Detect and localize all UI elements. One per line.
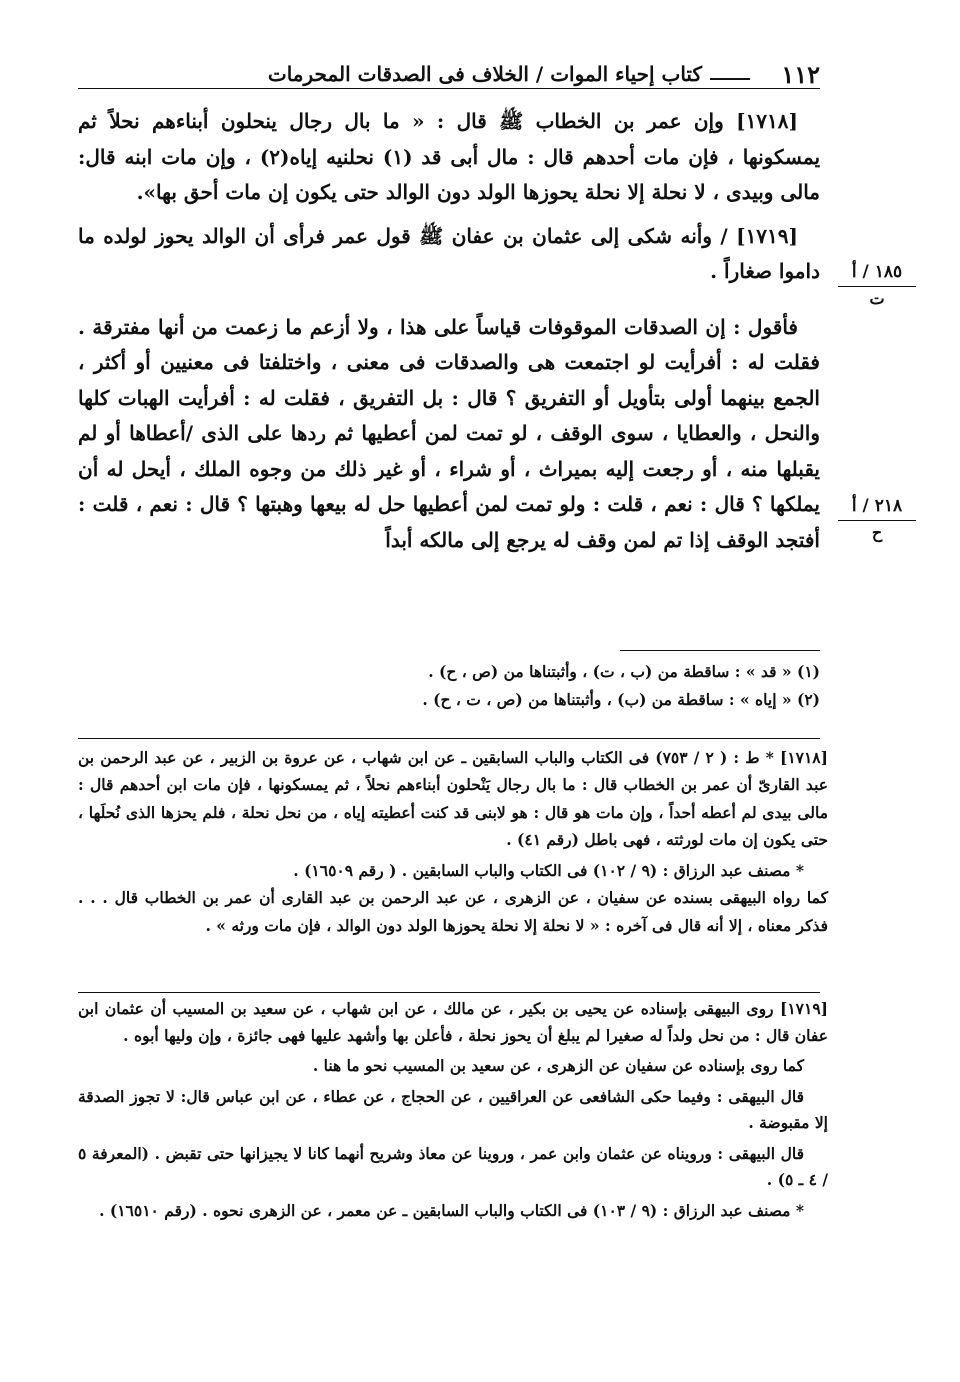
margin-note-2 — [838, 496, 916, 542]
hadith-number-1719: [١٧١٩] — [736, 223, 798, 248]
paragraph-1719-text: / وأنه شكى إلى عثمان بن عفان ﷺ قول عمر فرأى أن الوالد يحوز لولده ما داموا صغاراً . — [78, 223, 820, 283]
takhrij-1719-entry — [78, 996, 828, 1049]
takhrij-1719-number: [١٧١٩] — [780, 999, 828, 1018]
takhrij-1719-line-3: قال البيهقى : وفيما حكى الشافعى عن العراقيين ، عن الحجاج ، عن عطاء ، عن ابن عباس قال: لا تجوز الصدقة إلا مقبوضة . — [78, 1086, 828, 1132]
takhrij-1718-line-2: * مصنف عبد الرزاق : (٩ / ١٠٢) فى الكتاب والباب السابقين . ( رقم ١٦٥٠٩) . — [293, 861, 804, 881]
takhrij-1719-line-5: * مصنف عبد الرزاق : (٩ / ١٠٣) فى الكتاب والباب السابقين ـ عن معمر ، عن الزهرى نحوه . (رقم ١٦٥١٠) . — [99, 1200, 804, 1220]
takhrij-1718-line-3: كما رواه البيهقى بسنده عن سفيان ، عن الزهرى ، عن عبد الرحمن بن عبد القارى أن عمر بن الخطاب قال . . . فذكر معناه ، إلا أنه قال فى آخره : « لا نحلة إلا نحلة يحوزها الولد دون الوالد ، فإن مات ورثه » . — [78, 888, 828, 935]
header-divider — [78, 88, 820, 89]
footnote-1: (١) « قد » : ساقطة من (ب ، ت) ، وأثبتناها من (ص ، ح) . — [428, 662, 820, 681]
margin-note-1-siglum: ت — [869, 289, 885, 308]
running-title: كتاب إحياء الموات / الخلاف فى الصدقات المحرمات — [267, 62, 702, 86]
header-dash — [710, 78, 750, 80]
paragraph-1718-text: وإن عمر بن الخطاب ﷺ قال : « ما بال رجال ينحلون أبناءهم نحلاً ثم يمسكونها ، فإن مات أحدهم قال : مال أبى قد (١) نحلنيه إياه(٢) ، وإن مات ابنه قال: مالى وبيدى ، لا نحلة إلا نحلة يحوزها الولد دون الوالد حتى يكون إن مات أحق بها». — [78, 109, 821, 204]
footnote-2: (٢) « إياه » : ساقطة من (ب) ، وأثبتناها من (ص ، ت ، ح) . — [422, 690, 820, 709]
footnotes — [78, 660, 820, 716]
paragraph-discussion: فأقول : إن الصدقات الموقوفات قياساً على هذا ، ولا أزعم ما زعمت من أنها مفترقة . فقلت له : أفرأيت لو اجتمعت هى والصدقات فى معنى ، واختلفتا فى معنيين أو أكثر ، الجمع بينهما أولى بتأويل أو التفريق ؟ قال : بل التفريق ، فقلت له : أفرأيت الهبات كلها والنحل ، والعطايا ، سوى الوقف ، لو تمت لمن أعطيها ثم ردها على الذى /أعطاها أو لم يقبلها منه ، أو رجعت إليه بميراث ، أو شراء ، أو غير ذلك من وجوه الملك ، أيحل له أن يملكها ؟ قال : نعم ، قلت : ولو تمت لمن أعطيها حل له بيعها وهبتها ؟ قال : نعم ، قلت : أفتجد الوقف إذا تم لمن وقف له يرجع إلى مالكه أبداً — [78, 314, 820, 552]
hadith-number-1718: [١٧١٨] — [736, 109, 798, 133]
takhrij-divider-2 — [78, 992, 820, 993]
takhrij-1718 — [78, 744, 828, 943]
paragraph-1719 — [78, 219, 820, 290]
main-text — [78, 104, 820, 566]
footnote-rule — [620, 650, 820, 651]
page-number: ١١٢ — [781, 60, 820, 89]
margin-note-1-folio: ١٨٥ / أ — [838, 262, 916, 287]
takhrij-divider — [78, 738, 820, 739]
takhrij-1718-entry — [78, 744, 828, 853]
margin-note-1 — [838, 262, 916, 308]
takhrij-1718-number: [١٧١٨] — [779, 748, 828, 767]
takhrij-1719 — [78, 996, 828, 1228]
margin-note-2-folio: ٢١٨ / أ — [838, 496, 916, 521]
takhrij-1719-line-4: قال البيهقى : ورويناه عن عثمان وابن عمر ، وروينا عن معاذ وشريح أنهما كانا لا يجيزانها حتى تقبض . (المعرفة ٥ / ٤ ـ ٥) . — [78, 1143, 828, 1189]
page-header — [78, 58, 820, 92]
takhrij-1718-line-1: * ط : ( ٢ / ٧٥٣) فى الكتاب والباب السابقين ـ عن ابن شهاب ، عن عروة بن الزبير ، عن عبد الرحمن بن عبد القارىّ أن عمر بن الخطاب قال : ما بال رجال يَنْحلون أبناءهم نحلاً ، ثم يمسكونها ، فإن مات ابن أحدهم قال : مالى بيدى لم أعطه أحداً ، وإن مات هو قال : هو لابنى قد كنت أعطيته إياه ، من نحل نحلة ، فلم يحزها الذى نُحلَها ، حتى يكون إن مات لورثته ، فهى باطل (رقم ٤١) . — [78, 748, 828, 849]
margin-note-2-siglum: ح — [871, 523, 883, 542]
paragraph-1718 — [78, 104, 820, 211]
takhrij-1719-line-1: روى البيهقى بإسناده عن يحيى بن بكير ، عن مالك ، عن ابن شهاب ، عن سعيد بن المسيب أن عثمان ابن عفان قال : من نحل ولداً له صغيرا لم يبلغ أن يحوز نحلة ، فأعلن بها وأشهد عليها فهى جائزة ، وإن وليها أبوه . — [78, 999, 828, 1045]
takhrij-1719-line-2: كما روى بإسناده عن سفيان عن الزهرى ، عن سعيد بن المسيب نحو ما هنا . — [312, 1056, 804, 1075]
